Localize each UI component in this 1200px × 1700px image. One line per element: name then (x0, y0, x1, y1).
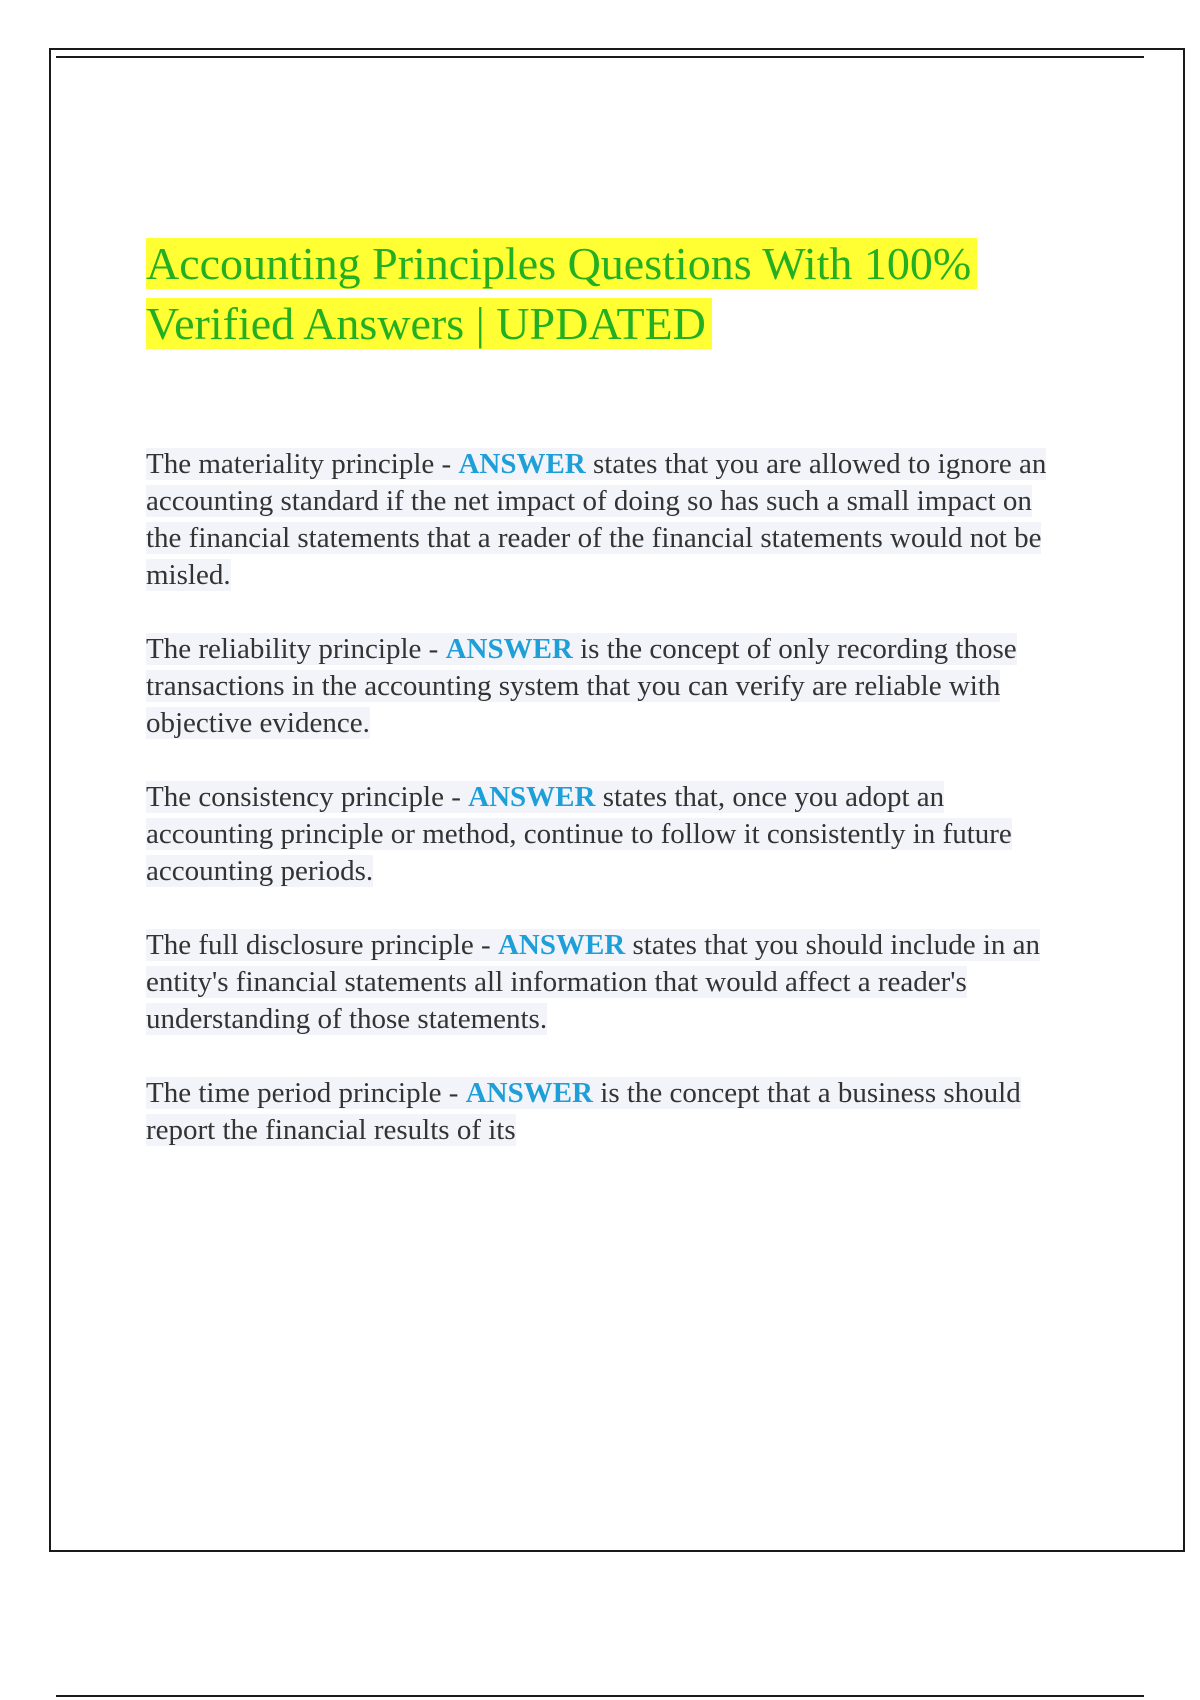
answer-label: ANSWER (497, 929, 626, 961)
question-text: The full disclosure principle - (146, 929, 498, 961)
answer-label: ANSWER (468, 781, 596, 813)
answer-text: states that you are allowed to ignore an accounting standard if the net impact of doing so has such a small impact on the financial statements that a reader of the financial statements would not be misled. (146, 448, 1047, 591)
title-line-1: Accounting Principles Questions With 100% (146, 238, 977, 289)
answer-text: is the concept of only recording those transactions in the accounting system that you can verify are reliable with objective evidence. (146, 633, 1017, 739)
question-text: The reliability principle - (146, 633, 446, 665)
qa-item-reliability (146, 631, 1066, 742)
answer-label: ANSWER (465, 1077, 594, 1109)
question-text: The materiality principle - (146, 448, 459, 480)
bottom-rule (56, 1695, 1144, 1697)
answer-text: is the concept that a business should report the financial results of its (146, 1077, 1021, 1146)
question-text: The time period principle - (146, 1077, 466, 1109)
question-text: The consistency principle - (146, 781, 469, 813)
top-rule (56, 56, 1144, 58)
document-title (146, 234, 1046, 354)
title-line-2: Verified Answers | UPDATED (146, 298, 712, 349)
answer-label: ANSWER (445, 633, 573, 665)
qa-list (146, 446, 1066, 1186)
answer-text: states that you should include in an entity's financial statements all information that would affect a reader's understanding of those statements. (146, 929, 1041, 1035)
qa-item-full-disclosure (146, 927, 1066, 1038)
qa-item-consistency (146, 779, 1066, 890)
qa-item-materiality (146, 446, 1066, 594)
answer-label: ANSWER (458, 448, 586, 480)
answer-text: states that, once you adopt an accounting principle or method, continue to follow it consistently in future accounting periods. (146, 781, 1012, 887)
qa-item-time-period (146, 1075, 1066, 1149)
